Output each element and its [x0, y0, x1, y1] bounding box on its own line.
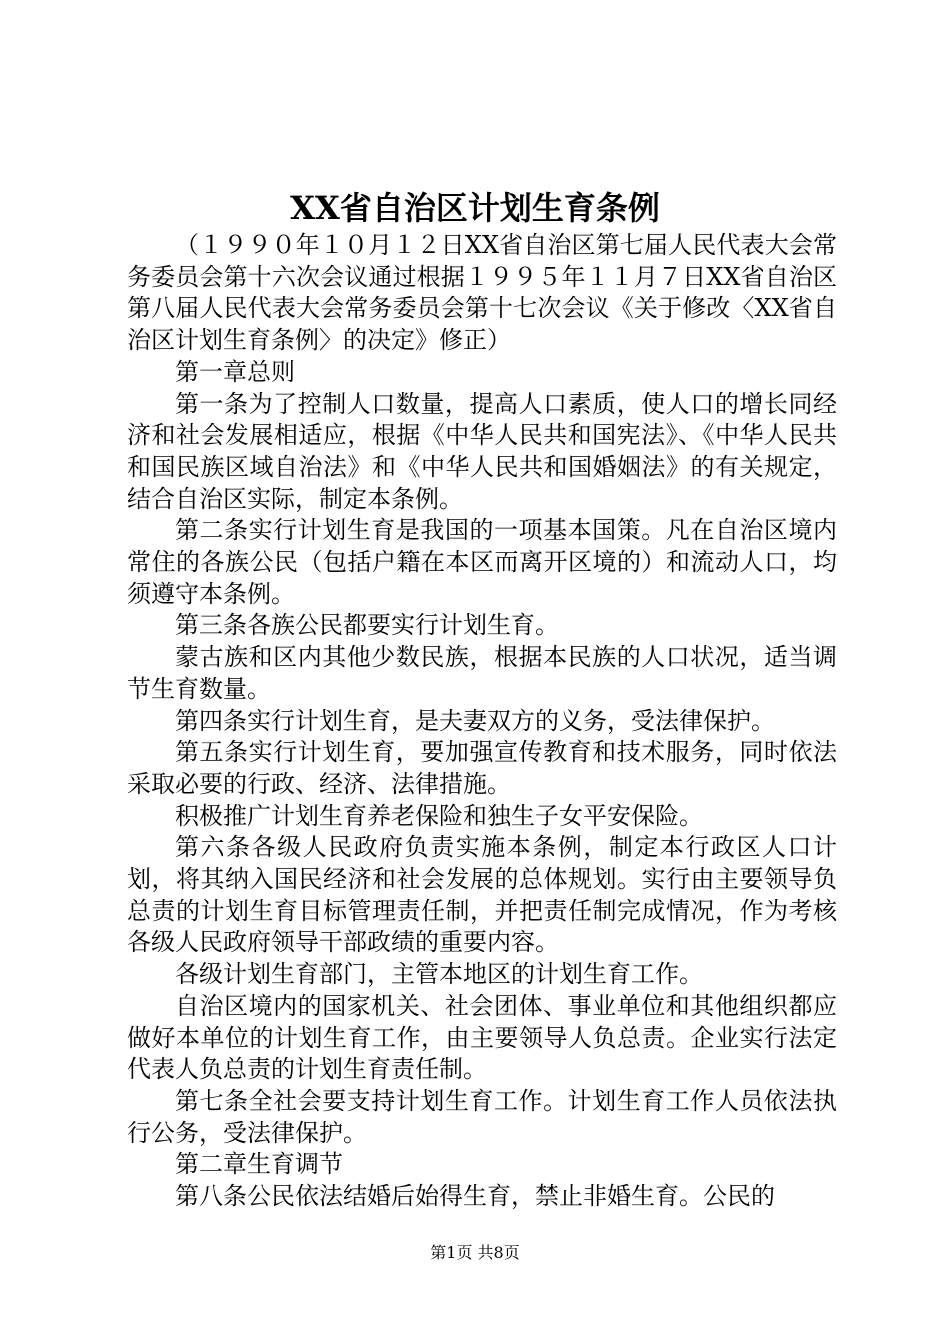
paragraph-article: 积极推广计划生育养老保险和独生子女平安保险。 — [175, 801, 703, 830]
paragraph-article: 第二条实行计划生育是我国的一项基本国策。凡在自治区境内常住的各族公民（包括户籍在本区而离开区境的）和流动人口，均须遵守本条例。 — [127, 516, 837, 608]
chapter-heading: 第二章生育调节 — [175, 1150, 343, 1179]
paragraph-preamble: （１９９０年１０月１２日XX省自治区第七届人民代表大会常务委员会第十六次会议通过根据１９９５年１１月７日XX省自治区第八届人民代表大会常务委员会第十七次会议《关于修改〈XX省自治区计划生育条例〉的决定》修正） — [127, 231, 837, 355]
paragraph-article: 蒙古族和区内其他少数民族，根据本民族的人口状况，适当调节生育数量。 — [127, 643, 837, 703]
paragraph-article: 第八条公民依法结婚后始得生育，禁止非婚生育。公民的 — [175, 1182, 775, 1211]
paragraph-article: 第一条为了控制人口数量，提高人口素质，使人口的增长同经济和社会发展相适应，根据《中华人民共和国宪法》、《中华人民共和国民族区域自治法》和《中华人民共和国婚姻法》的有关规定，结合自治区实际，制定本条例。 — [127, 389, 837, 513]
paragraph-article: 自治区境内的国家机关、社会团体、事业单位和其他组织都应做好本单位的计划生育工作，由主要领导人负总责。企业实行法定代表人负总责的计划生育责任制。 — [127, 991, 837, 1084]
paragraph-article: 第六条各级人民政府负责实施本条例，制定本行政区人口计划，将其纳入国民经济和社会发展的总体规划。实行由主要领导负总责的计划生育目标管理责任制，并把责任制完成情况，作为考核各级人民政府领导干部政绩的重要内容。 — [127, 833, 837, 957]
chapter-heading: 第一章总则 — [175, 357, 295, 386]
paragraph-article: 第三条各族公民都要实行计划生育。 — [175, 611, 559, 640]
paragraph-article: 第五条实行计划生育，要加强宣传教育和技术服务，同时依法采取必要的行政、经济、法律措施。 — [127, 738, 837, 798]
paragraph-article: 第四条实行计划生育，是夫妻双方的义务，受法律保护。 — [175, 706, 775, 735]
document-body — [127, 230, 837, 1213]
page-number: 第1页 共8页 — [430, 1243, 520, 1262]
paragraph-article: 第七条全社会要支持计划生育工作。计划生育工作人员依法执行公务，受法律保护。 — [127, 1086, 837, 1147]
paragraph-article: 各级计划生育部门，主管本地区的计划生育工作。 — [175, 960, 703, 989]
document-title: XX省自治区计划生育条例 — [290, 189, 660, 227]
